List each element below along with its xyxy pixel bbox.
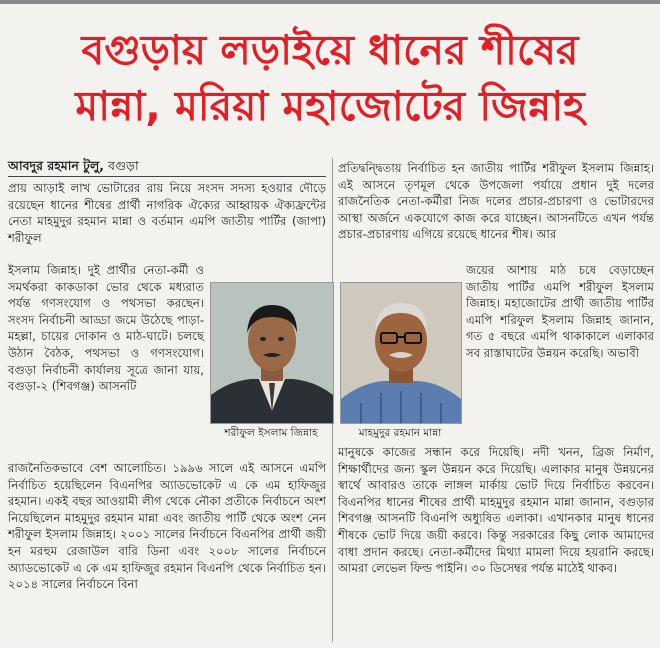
caption-right: মাহমুদুর রহমান মান্না [358, 427, 442, 439]
left-column-top: প্রায় আড়াই লাখ ভোটারের রায় নিয়ে সংসদ সদস্য হওয়ার দৌড়ে রয়েছেন ধানের শীষের প্রার্থী নাগরিক ঐক্যের আহ্বায়ক ঐক্যফ্রন্টের নেতা মাহমুদুর রহমান মান্না ও বর্তমান এমপি জাতীয় পার্টির (জাপা) শরীফুল [8, 181, 326, 245]
right-column-wrap: জয়ের আশায় মাঠ চষে বেড়াচ্ছেন জাতীয় পার্টির এমপি শরীফুল ইসলাম জিন্নাহ। মহাজোটের প্রার্থী জাতীয় পার্টির এমপি শরিফুল ইসলাম জিন্নাহ জানান, গত ৫ বছরে এমপি থাকাকালে এলাকার সব রাস্তাঘাটের উন্নয়ন করেছি। অভাবী [466, 263, 654, 360]
headline [4, 22, 656, 134]
caption-left: শরীফুল ইসলাম জিন্নাহ [224, 427, 318, 439]
headline-line-2: মান্না, মরিয়া মহাজোটের জিন্নাহ [75, 82, 585, 130]
left-column-wrap: ইসলাম জিন্নাহ। দুই প্রার্থীর নেতা-কর্মী ও সমর্থকরা কাকডাকা ভোর থেকে মধ্যরাত পর্যন্ত গণসংযোগ ও পথসভা করছেন। সংসদ নির্বাচনী আড্ডা জমে উঠেছে পাড়া-মহল্লা, চায়ের দোকান ও মাঠ-ঘাটে। চলছে উঠান বৈঠক, পথসভা ও গণসংযোগ। বগুড়া নির্বাচনী কার্যালয় সূত্রে জানা যায়, বগুড়া-২ (শিবগঞ্জ) আসনটি [8, 263, 204, 394]
byline [8, 158, 139, 174]
photo-mahmudur-rahman-manna [340, 282, 462, 424]
left-column-bottom: রাজনৈতিকভাবে বেশ আলোচিত। ১৯৯৬ সালে এই আসনে এমপি নির্বাচিত হয়েছিলেন বিএনপির অ্যাডভোকেট এ কে এম হাফিজুর রহমান। একই বছর আওয়ামী লীগ থেকে নৌকা প্রতীকে নির্বাচনে অংশ নিয়েছিলেন মাহমুদুর রহমান মান্না এবং জাতীয় পার্টি থেকে অংশ নেন শরীফুল ইসলাম জিন্নাহ। ২০০১ সালের নির্বাচনে বিএনপির প্রার্থী জয়ী হন মরহুম রেজাউল বারি ডিনা এবং ২০০৮ সালের নির্বাচনে অ্যাডভোকেট এ কে এম হাফিজুর রহমান বিএনপি থেকে নির্বাচিত হন। ২০১৪ সালের নির্বাচনে বিনা [8, 461, 326, 592]
byline-author: আবদুর রহমান টুলু, [8, 158, 105, 173]
byline-location: বগুড়া [104, 158, 139, 173]
headline-line-1: বগুড়ায় লড়াইয়ে ধানের শীষের [81, 26, 579, 74]
right-column-top: প্রতিদ্বন্দ্বিতায় নির্বাচিত হন জাতীয় পার্টির শরীফুল ইসলাম জিন্নাহ। এই আসনে তৃণমূল থেকে উপজেলা পর্যায়ে প্রধান দুই দলের রাজনৈতিক নেতা-কর্মীরা নিজ দলের প্রচার-প্রচারণা ও ভোটারদের আস্থা অর্জনে একযোগে কাজ করে যাচ্ছেন। আসনটিতে এখন পর্যন্ত প্রচার-প্রচারণায় এগিয়ে রয়েছে ধানের শীষ। আর [338, 161, 654, 242]
byline-rule [8, 176, 326, 177]
photo-sharifful-islam-jinnah [210, 282, 334, 424]
right-column-bottom: মানুষকে কাজের সন্ধান করে দিয়েছি। নদী খনন, ব্রিজ নির্মাণ, শিক্ষার্থীদের জন্য স্কুল উন্নয়ন করে দিয়েছি। এলাকার মানুষ উন্নয়নের স্বার্থে আবারও তাকে লাঙ্গল মার্কায় ভোট দিয়ে নির্বাচিত করবেন। বিএনপির ধানের শীষের প্রার্থী মাহমুদুর রহমান মান্না জানান, বগুড়ার শিবগঞ্জ আসনটি বিএনপি অধ্যুষিত এলাকা। এখানকার মানুষ ধানের শীষকে ভোট দিয়ে জয়ী করবে। কিন্তু সরকারের কিছু লোক আমাদের বাধা প্রদান করছে। নেতা-কর্মীদের মিথ্যা মামলা দিয়ে হয়রানি করছে। আমরা লেভেল ফিল্ড পাইনি। ৩০ ডিসেম্বর পর্যন্ত মাঠেই থাকব। [338, 445, 654, 576]
portrait-jinnah-image [211, 283, 333, 423]
top-border [0, 0, 660, 4]
portrait-manna-image [341, 283, 461, 423]
